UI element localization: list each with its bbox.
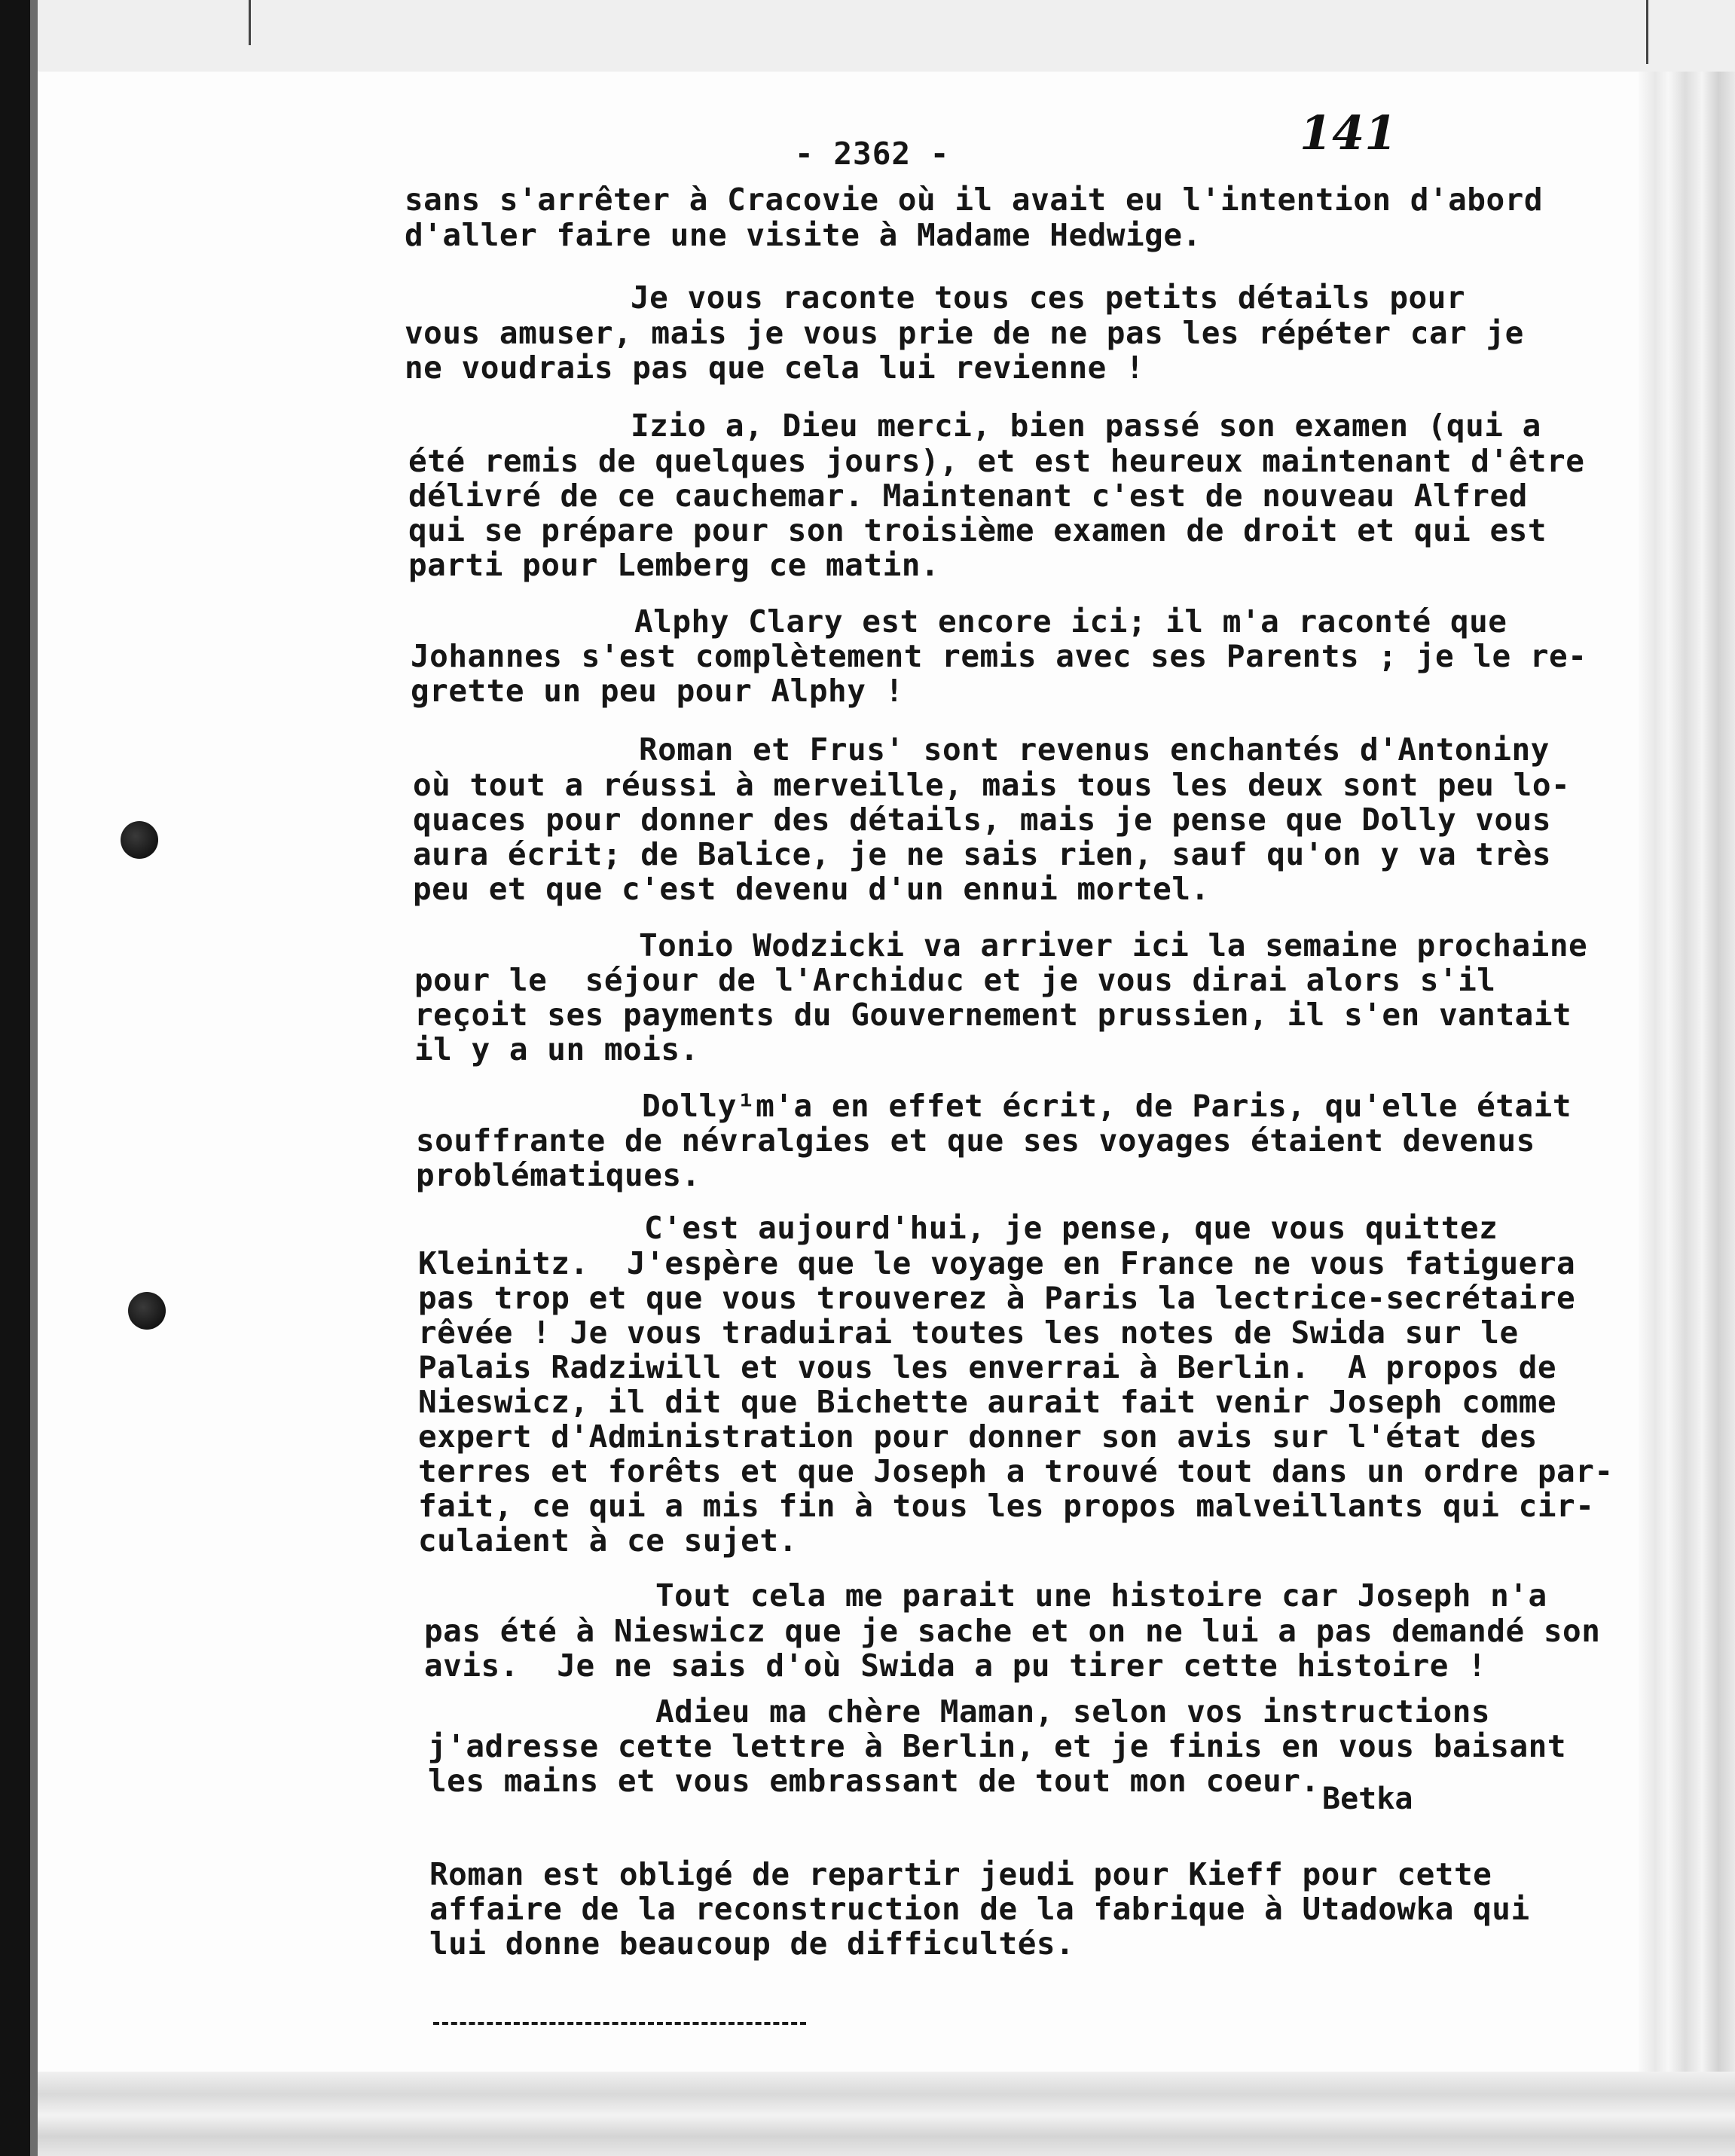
- punch-hole: [121, 821, 158, 859]
- scan-left-edge: [0, 0, 30, 2156]
- footnote-rule: [433, 2022, 806, 2025]
- text-line: Roman est obligé de repartir jeudi pour Kieff pour cette: [429, 1856, 1492, 1892]
- text-line: grette un peu pour Alphy !: [411, 673, 904, 709]
- text-line: rêvée ! Je vous traduirai toutes les notes de Swida sur le: [418, 1315, 1519, 1351]
- text-line: C'est aujourd'hui, je pense, que vous quittez: [644, 1210, 1498, 1246]
- folio-number: 141: [1300, 105, 1397, 160]
- text-line: Nieswicz, il dit que Bichette aurait fait venir Joseph comme: [418, 1384, 1557, 1420]
- text-line: reçoit ses payments du Gouvernement prussien, il s'en vantait: [414, 997, 1572, 1033]
- page-stack-bottom: [38, 2072, 1735, 2156]
- punch-hole: [128, 1292, 166, 1330]
- text-line: pas été à Nieswicz que je sache et on ne lui a pas demandé son: [424, 1613, 1601, 1649]
- text-line: Alphy Clary est encore ici; il m'a raconté que: [634, 603, 1507, 640]
- text-line: expert d'Administration pour donner son avis sur l'état des: [418, 1419, 1538, 1455]
- text-line: été remis de quelques jours), et est heureux maintenant d'être: [408, 443, 1585, 479]
- text-line: j'adresse cette lettre à Berlin, et je finis en vous baisant: [428, 1728, 1567, 1764]
- text-line: Johannes s'est complètement remis avec ses Parents ; je le re-: [411, 638, 1587, 674]
- text-line: Izio a, Dieu merci, bien passé son examen (qui a: [631, 408, 1541, 444]
- text-line: Adieu ma chère Maman, selon vos instructions: [655, 1693, 1491, 1730]
- page-stack-right: [1639, 72, 1735, 2156]
- text-line: culaient à ce sujet.: [418, 1522, 798, 1559]
- text-line: sans s'arrêter à Cracovie où il avait eu l'intention d'abord: [405, 182, 1544, 218]
- text-line: aura écrit; de Balice, je ne sais rien, sauf qu'on y va très: [413, 836, 1552, 872]
- signature: Betka: [1322, 1782, 1413, 1816]
- text-line: parti pour Lemberg ce matin.: [408, 547, 940, 583]
- page-number: - 2362 -: [795, 136, 950, 172]
- text-line: il y a un mois.: [414, 1031, 699, 1067]
- text-line: d'aller faire une visite à Madame Hedwige.: [405, 217, 1202, 253]
- text-line: vous amuser, mais je vous prie de ne pas les répéter car je: [405, 315, 1524, 351]
- scan-edge-line: [249, 0, 251, 45]
- scan-left-shadow: [30, 0, 38, 2156]
- text-line: terres et forêts et que Joseph a trouvé tout dans un ordre par-: [418, 1453, 1614, 1489]
- text-line: fait, ce qui a mis fin à tous les propos malveillants qui cir-: [418, 1488, 1595, 1524]
- text-line: pas trop et que vous trouverez à Paris la lectrice-secrétaire: [418, 1280, 1576, 1316]
- text-line: problématiques.: [416, 1157, 701, 1193]
- text-line: Palais Radziwill et vous les enverrai à Berlin. A propos de: [418, 1349, 1557, 1385]
- text-line: souffrante de névralgies et que ses voyages étaient devenus: [416, 1122, 1535, 1159]
- text-line: peu et que c'est devenu d'un ennui mortel.: [413, 871, 1210, 907]
- text-line: lui donne beaucoup de difficultés.: [429, 1925, 1075, 1962]
- text-line: délivré de ce cauchemar. Maintenant c'est de nouveau Alfred: [408, 478, 1528, 514]
- scan-edge-line: [1646, 0, 1648, 64]
- text-line: ne voudrais pas que cela lui revienne !: [405, 350, 1145, 386]
- text-line: Tout cela me parait une histoire car Joseph n'a: [655, 1577, 1547, 1614]
- text-line: où tout a réussi à merveille, mais tous les deux sont peu lo-: [413, 767, 1571, 803]
- text-line: affaire de la reconstruction de la fabrique à Utadowka qui: [429, 1891, 1530, 1927]
- text-line: Roman et Frus' sont revenus enchantés d'Antoniny: [639, 731, 1550, 768]
- text-line: avis. Je ne sais d'où Swida a pu tirer cette histoire !: [424, 1648, 1487, 1684]
- text-line: les mains et vous embrassant de tout mon coeur.: [428, 1763, 1320, 1799]
- text-line: Kleinitz. J'espère que le voyage en France ne vous fatiguera: [418, 1245, 1576, 1281]
- text-line: pour le séjour de l'Archiduc et je vous dirai alors s'il: [414, 962, 1496, 998]
- text-line: qui se prépare pour son troisième examen de droit et qui est: [408, 512, 1547, 548]
- text-line: Dolly¹m'a en effet écrit, de Paris, qu'elle était: [642, 1088, 1572, 1124]
- text-line: Tonio Wodzicki va arriver ici la semaine prochaine: [639, 927, 1588, 963]
- text-line: quaces pour donner des détails, mais je pense que Dolly vous: [413, 802, 1552, 838]
- text-line: Je vous raconte tous ces petits détails pour: [631, 279, 1466, 316]
- scan-top-margin: [0, 0, 1735, 72]
